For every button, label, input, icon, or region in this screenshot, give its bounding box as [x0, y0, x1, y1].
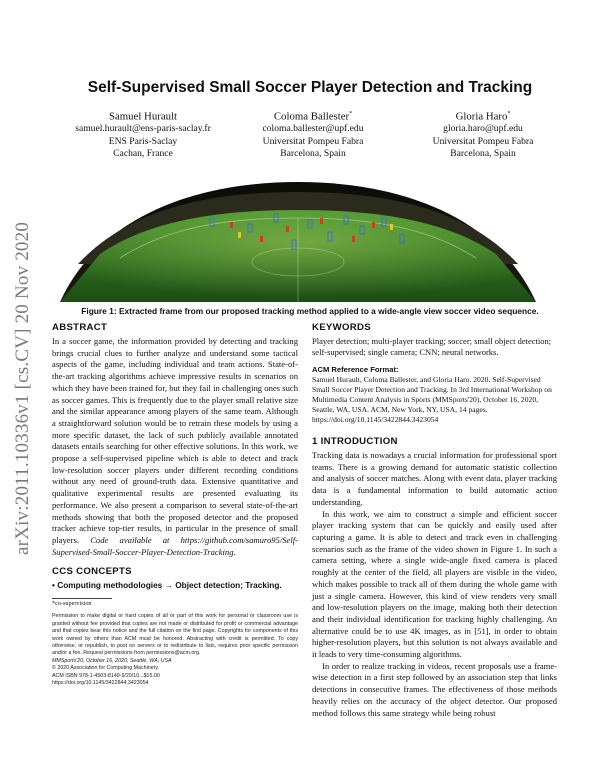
code-availability: Code available at https://github.com/samuro95/Self-Supervised-Small-Soccer-Player-Detection-Tracking. [52, 534, 298, 557]
right-column [312, 322, 557, 719]
acm-reference-heading: ACM Reference Format: [312, 364, 399, 374]
figure-caption: Figure 1: Extracted frame from our proposed tracking method applied to a wide-angle view soccer video sequence. [81, 306, 539, 316]
conference-line: MMSports'20, October 16, 2020, Seattle, WA, USA [52, 657, 172, 664]
author-1 [58, 108, 228, 161]
paragraph: Tracking data is nowadays a crucial information for professional sport teams. There is a growing demand for automatic statistic collection and analysis of soccer matches. Along with event data, player tracking data is a fundamental information to build automatic action understanding. [312, 450, 557, 507]
paper-title: Self-Supervised Small Soccer Player Detection and Tracking [87, 79, 533, 96]
teaser-figure-soccer-frame [60, 174, 536, 302]
permission-notice: Permission to make digital or hard copies of all or part of this work for personal or classroom use is granted without fee provided that copies are not made or distributed for profit or commercial advantage and that copies bear this notice and the full citation on the first page. Copyrights for components of this work owned by others than ACM must be honored. Abstracting with credit is permitted. To copy otherwise, or republish, to post on servers or to redistribute to lists, requires prior specific permission and/or a fee. Request permissions from permissions@acm.org. [52, 613, 298, 657]
author-name: Samuel Hurault [108, 110, 178, 123]
introduction-body [312, 450, 557, 719]
left-column [52, 322, 298, 687]
author-affiliation: ENS Paris-Saclay [108, 135, 178, 147]
arxiv-sidebar [0, 0, 38, 776]
isbn-line: ACM ISBN 978-1-4503-8149-9/20/10...$15.00 [52, 672, 160, 679]
abstract-body: In a soccer game, the information provided by detecting and tracking brings crucial clues to further analyze and understand some tactical aspects of the game, including individual and team actions. State-of-the-art tracking algorithms achieve impressive results in scenarios on which they have been trained for, but they fail in challenging ones such as soccer games. This is frequently due to the player small relative size and the similar appearance among players of the same team. Although a straightforward solution would be to retrain these models by using a more specific dataset, the lack of such publicly available annotated datasets entails searching for other effective solutions. In this work, we propose a self-supervised pipeline which is able to detect and track low-resolution soccer players under different recording conditions without any need of ground-truth data. Extensive quantitative and qualitative experimental results are presented evaluating its performance. We also present a comparison to several state-of-the-art methods showing that both the proposed detector and the proposed tracker achieve top-tier results, in particular in the presence of small players. Code available at https://github.com/samuro95/Self-Supervised-Small-Soccer-Player-Detection-Tracking. [52, 336, 298, 557]
ccs-heading: CCS CONCEPTS [52, 566, 132, 578]
author-email: gloria.haro@upf.edu [443, 123, 523, 135]
abstract-heading: ABSTRACT [52, 322, 108, 333]
keywords-list: Player detection; multi-player tracking; soccer; small object detection; self-supervised; single camera; CNN; neural networks. [312, 336, 552, 358]
author-location: Barcelona, Spain [450, 148, 516, 160]
author-affiliation: Universitat Pompeu Fabra [432, 135, 534, 147]
author-email: coloma.ballester@upf.edu [262, 123, 364, 135]
acm-reference-text: Samuel Hurault, Coloma Ballester, and Gloria Haro. 2020. Self-Supervised Small Soccer Player Detection and Tracking. In 3rd International Workshop on Multimedia Content Analysis in Sports (MMSports'20), October 16, 2020, Seattle, WA, USA. ACM, New York, NY, USA, 14 pages. https://doi.org/10.1145/3422844.3423054 [312, 374, 552, 424]
footnote-rule [52, 598, 112, 599]
paragraph: In order to realize tracking in videos, recent proposals use a frame-wise detection in a first step followed by an association step that links detections in consecutive frames. The effectiveness of those methods heavily relies on the accuracy of the object detector. Our proposed method follows this same strategy while being robust [312, 660, 557, 718]
introduction-heading: 1 INTRODUCTION [312, 436, 398, 448]
author-block [58, 108, 568, 161]
copyright-line: © 2020 Association for Computing Machinery. [52, 665, 160, 672]
author-location: Barcelona, Spain [280, 148, 346, 160]
author-3: Gloria Haro* gloria.haro@upf.edu Universitat Pompeu Fabra Barcelona, Spain [398, 108, 568, 161]
arxiv-identifier: arXiv:2011.10336v1 [cs.CV] 20 Nov 2020 [12, 221, 33, 555]
author-name: Coloma Ballester [273, 110, 350, 123]
doi-line: https://doi.org/10.1145/3422844.3423054 [52, 680, 149, 687]
author-2: Coloma Ballester* coloma.ballester@upf.edu Universitat Pompeu Fabra Barcelona, Spain [228, 108, 398, 161]
author-affiliation: Universitat Pompeu Fabra [262, 135, 364, 147]
author-email: samuel.hurault@ens-paris-saclay.fr [75, 123, 211, 135]
footnote: *co-supervision [52, 600, 92, 608]
author-name: Gloria Haro [455, 110, 508, 123]
ccs-concepts: • Computing methodologies → Object detection; Tracking. [52, 580, 282, 591]
paragraph: In this work, we aim to construct a simple and efficient soccer player tracking system that can be quickly and easily used after capturing a game. It is able to detect and track even in challenging scenarios such as the frame of the video shown in Figure 1. In such a camera setting, where a single wide-angle fixed camera is placed roughly at the center of the field, all players are visible in the video, which makes possible to track all of them during the whole game with just a single camera. However, this kind of view renders very small and low-resolution players on the image, making both their detection and their individual identification for tracking highly challenging. An alternative could be to use 4K images, as in [51], in order to obtain higher-resolution players, but this solution is not always available and it leads to very time-consuming algorithms. [312, 508, 557, 660]
keywords-heading: KEYWORDS [312, 322, 371, 333]
author-location: Cachan, France [113, 148, 173, 160]
